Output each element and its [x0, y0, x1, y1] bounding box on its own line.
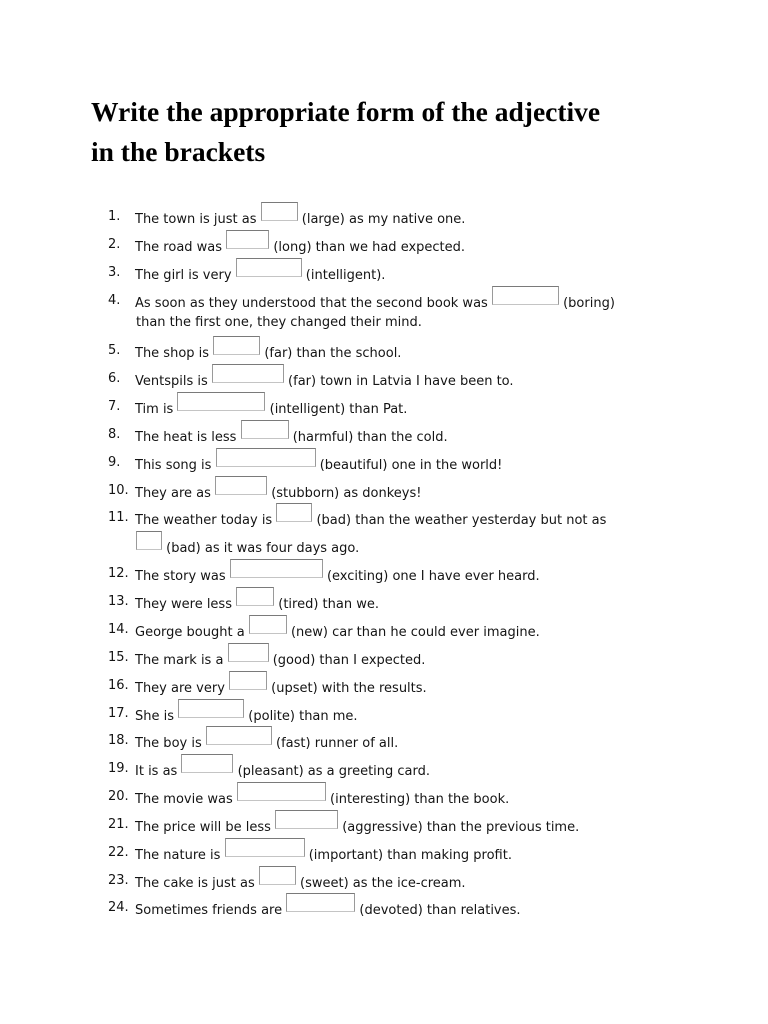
item-text-before: Tim is: [135, 402, 174, 417]
item-text-before: George bought a: [135, 625, 245, 640]
title-line-1: Write the appropriate form of the adjective: [91, 96, 601, 127]
item-text-before: The town is just as: [135, 212, 257, 227]
answer-box[interactable]: [177, 392, 265, 411]
item-number: 1.: [108, 209, 121, 224]
item-text-before: The cake is just as: [135, 876, 255, 891]
answer-box[interactable]: [216, 448, 316, 467]
item-number: 14.: [108, 622, 129, 637]
answer-box-2[interactable]: [136, 531, 162, 550]
item-text-after: (intelligent).: [305, 268, 386, 283]
item-number: 22.: [108, 845, 129, 860]
item-continuation: (bad) as it was four days ago.: [166, 541, 360, 556]
item-number: 12.: [108, 566, 129, 581]
item-text-after: (large) as my native one.: [301, 212, 466, 227]
item-number: 23.: [108, 873, 129, 888]
item-text-before: The boy is: [135, 736, 202, 751]
answer-box[interactable]: [259, 866, 296, 885]
answer-box[interactable]: [228, 643, 269, 662]
answer-box[interactable]: [276, 503, 312, 522]
answer-box[interactable]: [178, 699, 244, 718]
item-text-before: Ventspils is: [135, 374, 208, 389]
item-text-after: (sweet) as the ice-cream.: [300, 876, 466, 891]
answer-box[interactable]: [236, 587, 274, 606]
item-text-before: She is: [135, 709, 175, 724]
item-number: 8.: [108, 427, 121, 442]
item-text-before: The nature is: [135, 848, 221, 863]
answer-box[interactable]: [206, 726, 272, 745]
item-text-before: The story was: [135, 569, 226, 584]
item-number: 24.: [108, 900, 129, 915]
answer-box[interactable]: [212, 364, 284, 383]
item-text-before: This song is: [135, 458, 212, 473]
item-text-after: (beautiful) one in the world!: [319, 458, 503, 473]
item-number: 18.: [108, 733, 129, 748]
item-text-after: (far) than the school.: [264, 346, 402, 361]
answer-box[interactable]: [229, 671, 267, 690]
item-text-after: (pleasant) as a greeting card.: [237, 764, 431, 779]
item-text-after: (boring): [563, 296, 615, 311]
item-number: 20.: [108, 789, 129, 804]
item-text-after: (long) than we had expected.: [273, 240, 466, 255]
title-line-2: in the brackets: [91, 136, 266, 167]
item-number: 5.: [108, 343, 121, 358]
item-text-after: (polite) than me.: [248, 709, 358, 724]
item-continuation: than the first one, they changed their mind.: [136, 315, 422, 330]
item-text-after: (far) town in Latvia I have been to.: [288, 374, 514, 389]
item-text-before: As soon as they understood that the second book was: [135, 296, 488, 311]
answer-box[interactable]: [236, 258, 302, 277]
item-text-before: The girl is very: [135, 268, 232, 283]
item-text-before: The weather today is: [135, 513, 273, 528]
answer-box[interactable]: [241, 420, 289, 439]
item-number: 4.: [108, 293, 121, 308]
item-text-after: (interesting) than the book.: [330, 792, 510, 807]
answer-box[interactable]: [213, 336, 260, 355]
item-text-before: The road was: [135, 240, 223, 255]
answer-box[interactable]: [215, 476, 267, 495]
item-number: 7.: [108, 399, 121, 414]
item-number: 15.: [108, 650, 129, 665]
answer-box[interactable]: [230, 559, 323, 578]
item-text-before: They are very: [135, 681, 225, 696]
answer-box[interactable]: [225, 838, 305, 857]
item-text-after: (exciting) one I have ever heard.: [326, 569, 540, 584]
worksheet-title: [91, 92, 691, 172]
item-text-before: It is as: [135, 764, 178, 779]
answer-box[interactable]: [181, 754, 233, 773]
item-text-before: The shop is: [135, 346, 210, 361]
item-number: 9.: [108, 455, 121, 470]
answer-box[interactable]: [275, 810, 338, 829]
answer-box[interactable]: [249, 615, 287, 634]
item-text-after: (aggressive) than the previous time.: [342, 820, 580, 835]
item-number: 3.: [108, 265, 121, 280]
item-text-after: (intelligent) than Pat.: [269, 402, 408, 417]
item-text-after: (important) than making profit.: [308, 848, 512, 863]
item-number: 10.: [108, 483, 129, 498]
item-text-before: They were less: [135, 597, 232, 612]
item-text-after: (tired) than we.: [278, 597, 379, 612]
item-text-after: (fast) runner of all.: [276, 736, 399, 751]
item-number: 21.: [108, 817, 129, 832]
item-number: 11.: [108, 510, 129, 525]
item-text-before: The movie was: [135, 792, 233, 807]
item-text-after: (upset) with the results.: [271, 681, 427, 696]
item-number: 6.: [108, 371, 121, 386]
answer-box[interactable]: [261, 202, 298, 221]
item-text-after: (devoted) than relatives.: [359, 903, 521, 918]
item-number: 17.: [108, 706, 129, 721]
item-text-before: Sometimes friends are: [135, 903, 283, 918]
item-text-before: The mark is a: [135, 653, 224, 668]
item-text-after: (stubborn) as donkeys!: [271, 486, 422, 501]
item-number: 16.: [108, 678, 129, 693]
item-text-after: (good) than I expected.: [272, 653, 426, 668]
item-text-after: (bad) than the weather yesterday but not as: [316, 513, 607, 528]
item-text-before: The price will be less: [135, 820, 271, 835]
item-text-before: The heat is less: [135, 430, 237, 445]
answer-box[interactable]: [286, 893, 355, 912]
item-number: 2.: [108, 237, 121, 252]
item-number: 19.: [108, 761, 129, 776]
item-text-after: (harmful) than the cold.: [292, 430, 448, 445]
answer-box[interactable]: [237, 782, 326, 801]
item-text-before: They are as: [135, 486, 211, 501]
answer-box[interactable]: [492, 286, 559, 305]
item-number: 13.: [108, 594, 129, 609]
item-text-after: (new) car than he could ever imagine.: [290, 625, 540, 640]
answer-box[interactable]: [226, 230, 269, 249]
